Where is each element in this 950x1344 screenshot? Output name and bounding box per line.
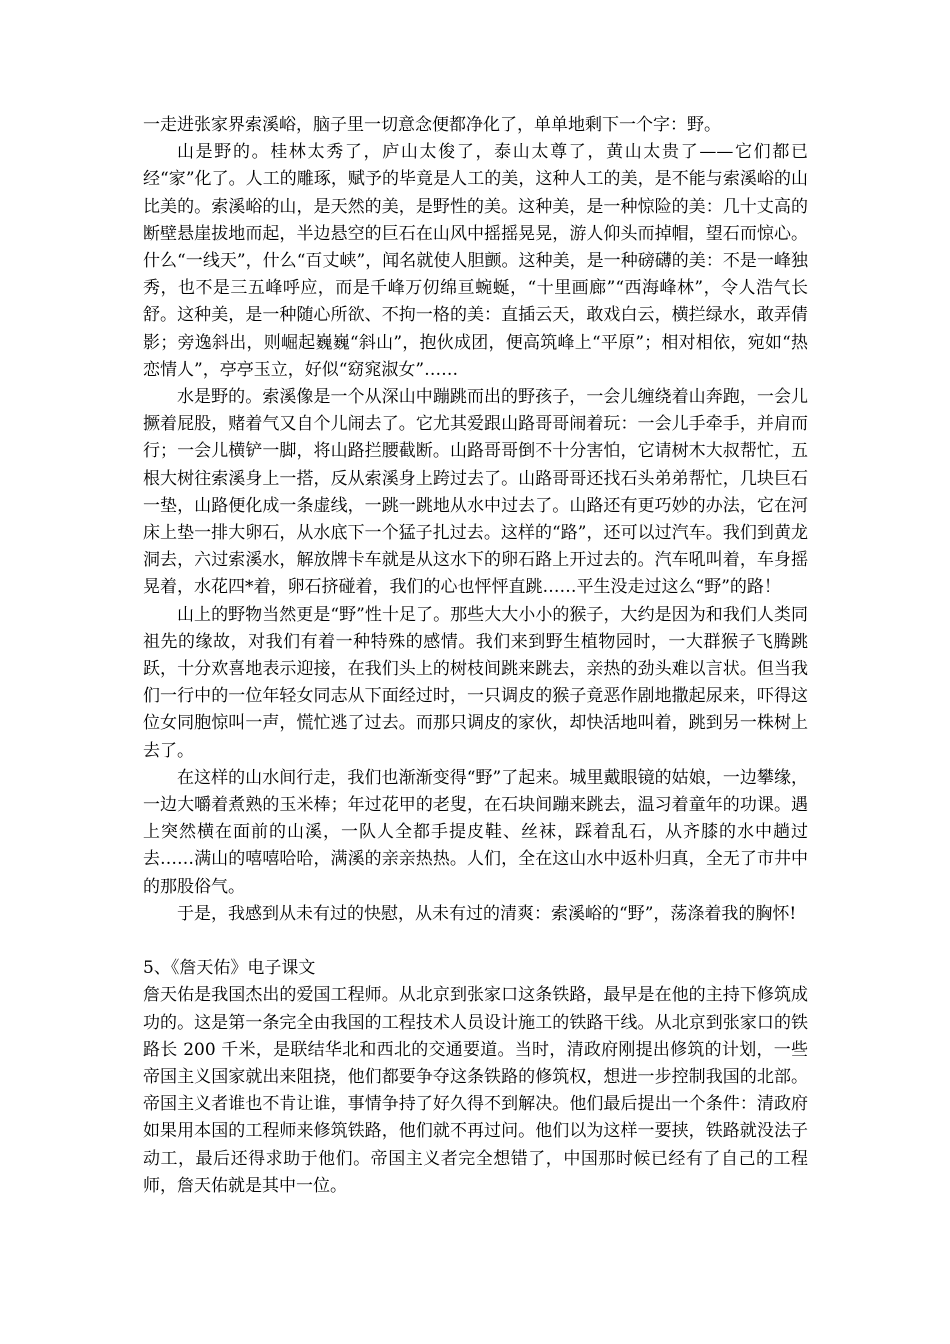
paragraph-zhan-tianyou: 詹天佑是我国杰出的爱国工程师。从北京到张家口这条铁路，最早是在他的主持下修筑成功的。这是第一条完全由我国的工程技术人员设计施工的铁路干线。从北京到张家口的铁路长 200 千米，是联结华北和西北的交通要道。当时，清政府刚提出修筑的计划，一些帝国主义国家就出来阻挠，他们都要争夺这条铁路的修筑权，想进一步控制我国的北部。帝国主义者谁也不肯让谁，事情争持了好久得不到解决。他们最后提出一个条件：清政府如果用本国的工程师来修筑铁路，他们就不再过问。他们以为这样一要挟，铁路就没法子动工，最后还得求助于他们。帝国主义者完全想错了，中国那时候已经有了自己的工程师，詹天佑就是其中一位。 <box>143 985 808 1196</box>
paragraph-conclusion: 于是，我感到从未有过的快慰，从未有过的清爽：索溪峪的“野”，荡涤着我的胸怀! <box>177 903 797 924</box>
paragraph-monkeys: 山上的野物当然更是“野”性十足了。那些大大小小的猴子，大约是因为和我们人类同祖先的缘故，对我们有着一种特殊的感情。我们来到野生植物园时，一大群猴子飞腾跳跃，十分欢喜地表示迎接，在我们头上的树枝间跳来跳去，亲热的劲头难以言状。但当我们一行中的一位年轻女同志从下面经过时，一只调皮的猴子竟恶作剧地撒起尿来，吓得这位女同胞惊叫一声，慌忙逃了过去。而那只调皮的家伙，却快活地叫着，跳到另一株树上去了。 <box>143 604 808 761</box>
document-page <box>143 112 808 1200</box>
paragraph-people: 在这样的山水间行走，我们也渐渐变得“野”了起来。城里戴眼镜的姑娘，一边攀缘，一边大嚼着煮熟的玉米棒；年过花甲的老叟，在石块间蹦来跳去，温习着童年的功课。遇上突然横在面前的山溪，一队人全都手提皮鞋、丝袜，踩着乱石，从齐膝的水中趟过去……满山的嘻嘻哈哈，满溪的亲亲热热。人们，全在这山水中返朴归真，全无了市井中的那股俗气。 <box>143 767 808 897</box>
paragraph-water: 水是野的。索溪像是一个从深山中蹦跳而出的野孩子，一会儿缠绕着山奔跑，一会儿撅着屁股，赌着气又自个儿闹去了。它尤其爱跟山路哥哥闹着玩：一会儿手牵手，并肩而行；一会儿横铲一脚，将山路拦腰截断。山路哥哥倒不十分害怕，它请树木大叔帮忙，五根大树往索溪身上一搭，反从索溪身上跨过去了。山路哥哥还找石头弟弟帮忙，几块巨石一垫，山路便化成一条虚线，一跳一跳地从水中过去了。山路还有更巧妙的办法，它在河床上垫一排大卵石，从水底下一个猛子扎过去。这样的“路”，还可以过汽车。我们到黄龙洞去，六过索溪水，解放牌卡车就是从这水下的卵石路上开过去的。汽车吼叫着，车身摇晃着，水花四*着，卵石挤碰着，我们的心也怦怦直跳……平生没走过这么“野”的路！ <box>143 387 808 598</box>
section-spacer <box>143 928 808 955</box>
opening-paragraph: 一走进张家界索溪峪，脑子里一切意念便都净化了，单单地剩下一个字：野。 <box>143 115 721 135</box>
paragraph-mountains: 山是野的。桂林太秀了，庐山太俊了，泰山太尊了，黄山太贵了——它们都已经“家”化了。人工的雕琢，赋予的毕竟是人工的美，这种人工的美，是不能与索溪峪的山比美的。索溪峪的山，是天然的美，是野性的美。这种美，是一种惊险的美：几十丈高的断壁悬崖拔地而起，半边悬空的巨石在山风中摇摇晃晃，游人仰头而掉帽，望石而惊心。什么“一线天”，什么“百丈峡”，闻名就使人胆颤。这种美，是一种磅礴的美：不是一峰独秀，也不是三五峰呼应，而是千峰万仞绵亘蜿蜒，“十里画廊”“西海峰林”，令人浩气长舒。这种美，是一种随心所欲、不拘一格的美：直插云天，敢戏白云，横拦绿水，敢弄倩影；旁逸斜出，则崛起巍巍“斜山”，抱伙成团，便高筑峰上“平原”；相对相依，宛如“热恋情人”，亭亭玉立，好似“窈窕淑女”…… <box>143 142 808 380</box>
section-heading: 5、《詹天佑》电子课文 <box>143 958 316 979</box>
